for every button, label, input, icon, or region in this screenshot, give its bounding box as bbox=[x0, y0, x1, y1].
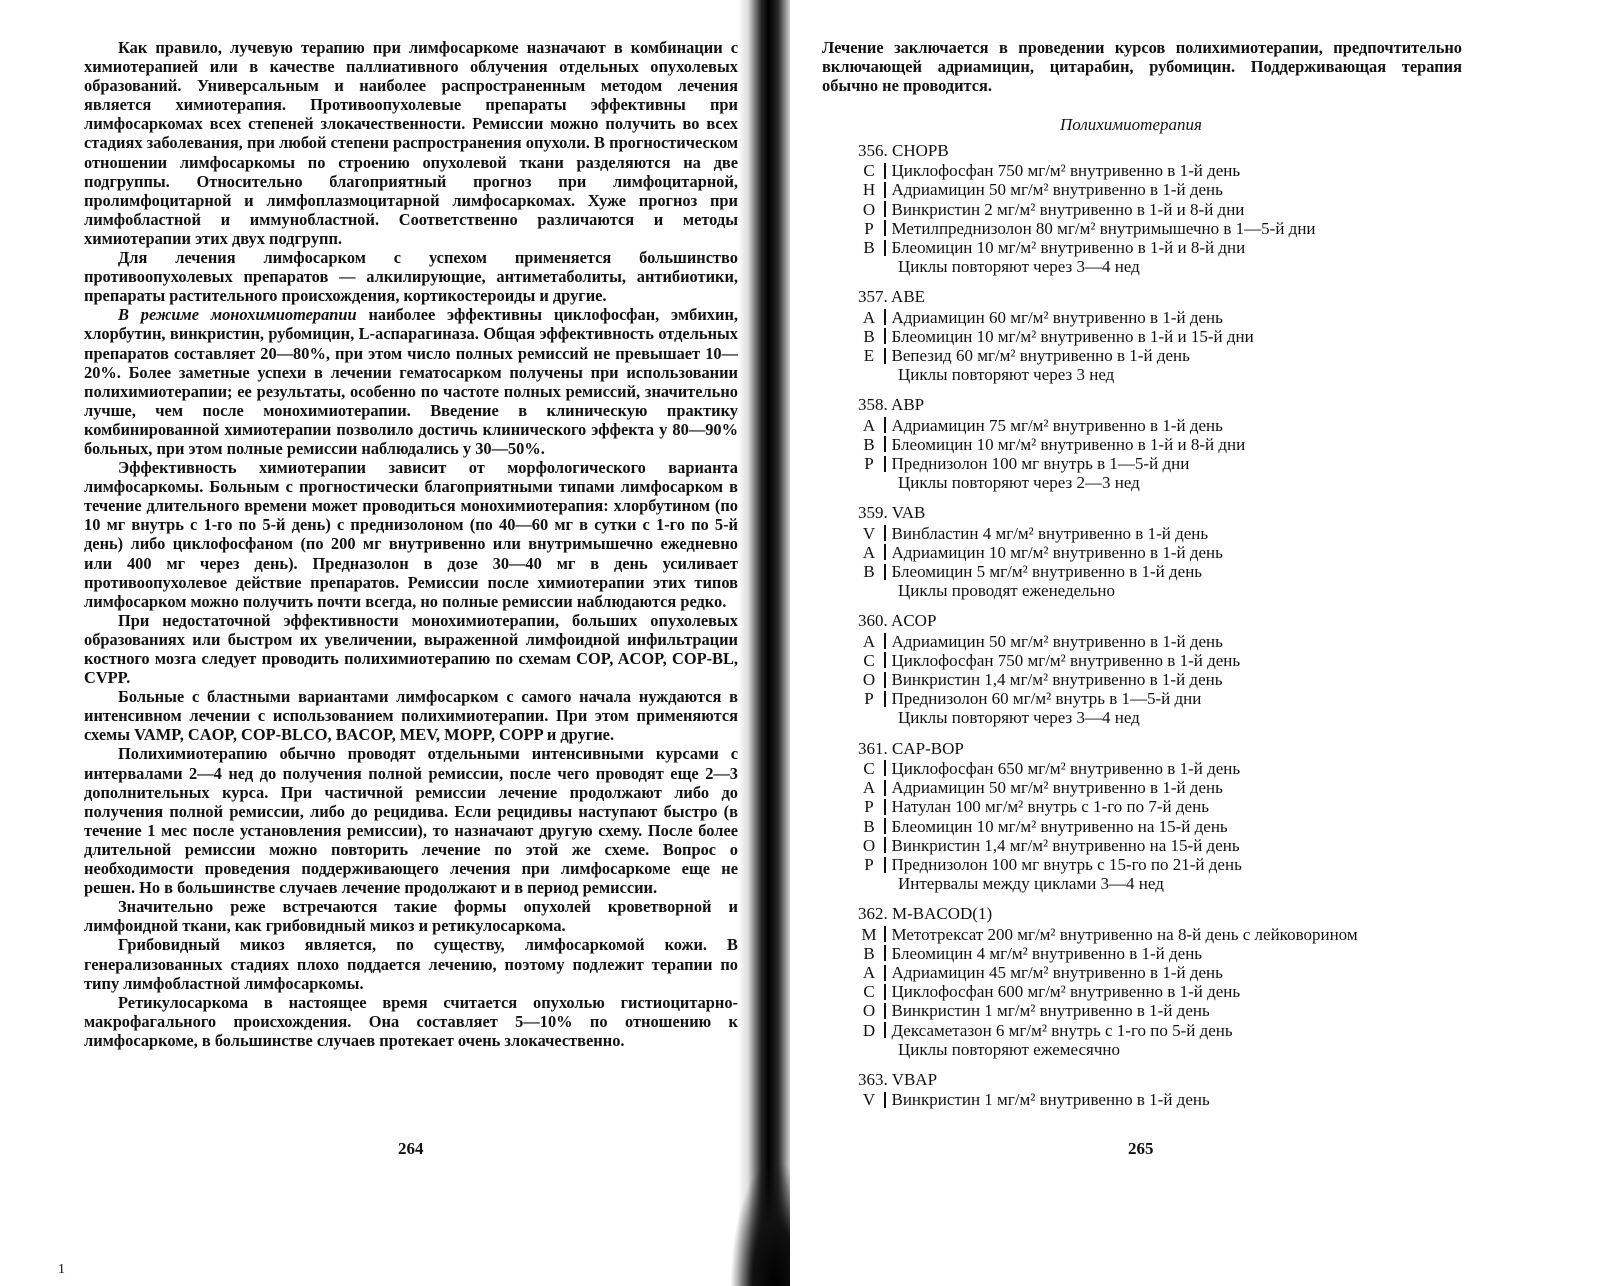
drug-row bbox=[858, 200, 1558, 219]
drug-row bbox=[858, 944, 1558, 963]
drug-row bbox=[858, 651, 1558, 670]
drug-row bbox=[858, 1001, 1558, 1020]
drug-letter: V bbox=[862, 1090, 876, 1110]
regimen-title: 362. M-BACOD(1) bbox=[858, 904, 993, 924]
drug-text: Преднизолон 100 мг внутрь с 15-го по 21-й день bbox=[891, 854, 1242, 874]
row-divider bbox=[884, 926, 886, 942]
row-divider bbox=[884, 240, 886, 256]
paragraph-insufficient: При недостаточной эффективности монохимиотерапии, больших опухолевых образованиях или быстром их увеличении, выраженной лимфоидной инфильтрации костного мозга следует проводить полихимиотерапию по схемам COP, ACOP, COP-BL, CVPP. bbox=[84, 610, 738, 688]
reticulosarcoma-text: в настоящее время считается опухолью гистиоцитарно-макрофагального происхождения. Она составляет 5—10% по отношению к лимфосаркоме, в большинстве случаев протекает очень злокачественно. bbox=[84, 992, 738, 1050]
drug-letter: C bbox=[863, 982, 875, 1002]
paragraph-reticulosarcoma bbox=[84, 993, 738, 1050]
regimen-title: 357. ABE bbox=[858, 287, 926, 307]
drug-text: Винбластин 4 мг/м² внутривенно в 1-й день bbox=[891, 523, 1209, 543]
drug-row bbox=[858, 454, 1558, 473]
drug-text: Адриамицин 10 мг/м² внутривенно в 1-й день bbox=[891, 542, 1223, 562]
drug-letter: B bbox=[863, 326, 875, 346]
row-divider bbox=[884, 525, 886, 541]
regimen-title: 360. ACOP bbox=[858, 611, 937, 631]
paragraph-monochemotherapy bbox=[84, 305, 738, 458]
drug-letter: P bbox=[864, 854, 874, 874]
drug-row bbox=[858, 543, 1558, 562]
drug-row bbox=[858, 219, 1558, 238]
drug-text: Блеомицин 5 мг/м² внутривенно в 1-й день bbox=[891, 562, 1203, 582]
drug-text: Блеомицин 10 мг/м² внутривенно на 15-й день bbox=[891, 816, 1228, 836]
cycle-note: Циклы повторяют через 3—4 нед bbox=[898, 257, 1140, 277]
drug-row bbox=[858, 632, 1558, 651]
paragraph-courses: Полихимиотерапию обычно проводят отдельными интенсивными курсами с интервалами 2—4 нед до получения полной ремиссии, после чего проводят еще 2—3 дополнительных курса. При частичной ремиссии лечение продолжают либо до получения полной ремиссии, либо до рецидива. Если рецидивы наступают быстро (в течение 1 мес после установления ремиссии), то назначают другую схему. После более длительной ремиссии можно повторить лечение по этой же схеме. Вопрос о необходимости проведения поддерживающего лечения при лимфосаркоме еще не решен. Но в большинстве случаев лечение продолжают и в период ремиссии. bbox=[84, 744, 738, 898]
drug-row bbox=[858, 797, 1558, 816]
drug-letter: P bbox=[864, 797, 874, 817]
cycle-note: Циклы повторяют через 3—4 нед bbox=[898, 708, 1140, 728]
drug-letter: B bbox=[863, 434, 875, 454]
mycosis-term: Грибовидный микоз bbox=[118, 935, 285, 955]
drug-text: Циклофосфан 750 мг/м² внутривенно в 1-й день bbox=[891, 650, 1241, 670]
row-divider bbox=[884, 201, 886, 217]
drug-text: Блеомицин 10 мг/м² внутривенно в 1-й и 15-й дни bbox=[891, 326, 1254, 346]
cycle-note: Циклы повторяют через 3 нед bbox=[898, 365, 1115, 385]
drug-letter: O bbox=[862, 1001, 876, 1021]
drug-text: Блеомицин 10 мг/м² внутривенно в 1-й и 8-й дни bbox=[891, 434, 1246, 454]
drug-row bbox=[858, 1090, 1558, 1109]
paragraph-blast: Больные с бластными вариантами лимфосарком с самого начала нуждаются в интенсивном лечении с использованием полихимиотерапии. При этом применяются схемы VAMP, CAOP, COP-BLCO, BACOP, MEV, MOPP, COPP и другие. bbox=[84, 687, 738, 745]
row-divider bbox=[884, 799, 886, 815]
drug-text: Циклофосфан 600 мг/м² внутривенно в 1-й день bbox=[891, 982, 1241, 1002]
drug-letter: O bbox=[862, 199, 876, 219]
drug-letter: O bbox=[862, 835, 876, 855]
regimen-block bbox=[858, 141, 1558, 276]
drug-text: Метотрексат 200 мг/м² внутривенно на 8-й день с лейковорином bbox=[891, 924, 1358, 944]
drug-text: Блеомицин 10 мг/м² внутривенно в 1-й и 8-й дни bbox=[891, 238, 1246, 258]
drug-text: Преднизолон 100 мг внутрь в 1—5-й дни bbox=[891, 454, 1190, 474]
drug-letter: A bbox=[862, 415, 876, 435]
drug-letter: C bbox=[863, 650, 875, 670]
drug-row bbox=[858, 759, 1558, 778]
drug-letter: A bbox=[862, 631, 876, 651]
regimen-block bbox=[858, 287, 1558, 384]
drug-letter: P bbox=[864, 218, 874, 238]
drug-row bbox=[858, 925, 1558, 944]
cycle-note: Циклы проводят еженедельно bbox=[898, 581, 1116, 601]
drug-text: Винкристин 1 мг/м² внутривенно в 1-й день bbox=[891, 1090, 1210, 1110]
drug-letter: B bbox=[863, 238, 875, 258]
drug-row bbox=[858, 238, 1558, 257]
drug-row bbox=[858, 416, 1558, 435]
row-divider bbox=[884, 818, 886, 834]
row-divider bbox=[884, 348, 886, 364]
regimen-block bbox=[858, 739, 1558, 894]
drug-letter: C bbox=[863, 758, 875, 778]
row-divider bbox=[884, 182, 886, 198]
drug-row bbox=[858, 963, 1558, 982]
drug-text: Циклофосфан 750 мг/м² внутривенно в 1-й день bbox=[891, 161, 1241, 181]
drug-letter: A bbox=[862, 778, 876, 798]
drug-letter: M bbox=[861, 924, 877, 944]
row-divider bbox=[884, 760, 886, 776]
drug-letter: A bbox=[862, 307, 876, 327]
page-number-left: 264 bbox=[398, 1139, 424, 1158]
regimen-title: 356. CHOPB bbox=[858, 141, 949, 160]
book-spine bbox=[738, 0, 794, 1286]
drug-row bbox=[858, 435, 1558, 454]
drug-text: Циклофосфан 650 мг/м² внутривенно в 1-й день bbox=[891, 758, 1241, 778]
drug-text: Винкристин 1 мг/м² внутривенно в 1-й день bbox=[891, 1001, 1210, 1021]
drug-text: Адриамицин 50 мг/м² внутривенно в 1-й день bbox=[891, 778, 1223, 798]
mycosis-text: является, по существу, лимфосаркомой кожи. В генерализованных стадиях плохо поддается лечению, поэтому подлежит терапии по типу лимфобластной лимфосаркомы. bbox=[84, 935, 738, 993]
paragraph-radiotherapy: Как правило, лучевую терапию при лимфосаркоме назначают в комбинации с химиотерапией или в качестве паллиативного облучения отдельных опухолевых образований. Универсальным и наиболее распространенным методом лечения является химиотерапия. Противоопухолевые препараты эффективны при лимфосаркомах всех степеней злокачественности. Ремиссии можно получить во всех стадиях заболевания, при любой степени распространения опухоли. В прогностическом отношении лимфосаркомы по строению опухолевой ткани разделяются на две подгруппы. Относительно благоприятный прогноз при лимфоцитарной, пролимфоцитарной и лимфоплазмоцитарной лимфосаркомах. Хуже прогноз при лимфобластной и иммунобластной. Соответственно различаются и методы химиотерапии этих двух подгрупп. bbox=[84, 38, 738, 248]
drug-letter: A bbox=[862, 542, 876, 562]
drug-text: Метилпреднизолон 80 мг/м² внутримышечно в 1—5-й дни bbox=[891, 218, 1316, 238]
drug-letter: D bbox=[862, 1020, 876, 1040]
drug-letter: P bbox=[864, 454, 874, 474]
drug-letter: P bbox=[864, 689, 874, 709]
row-divider bbox=[884, 633, 886, 649]
drug-letter: C bbox=[863, 161, 875, 181]
drug-row bbox=[858, 670, 1558, 689]
row-divider bbox=[884, 691, 886, 707]
drug-row bbox=[858, 1021, 1558, 1040]
regimen-title: 363. VBAP bbox=[858, 1069, 938, 1089]
drug-letter: H bbox=[862, 180, 876, 200]
row-divider bbox=[884, 544, 886, 560]
footnote-mark: 1 bbox=[58, 1262, 65, 1277]
drug-letter: A bbox=[862, 962, 876, 982]
drug-row bbox=[858, 982, 1558, 1001]
row-divider bbox=[884, 564, 886, 580]
drug-text: Адриамицин 75 мг/м² внутривенно в 1-й день bbox=[891, 415, 1223, 435]
drug-text: Натулан 100 мг/м² внутрь с 1-го по 7-й день bbox=[891, 797, 1209, 817]
drug-text: Адриамицин 45 мг/м² внутривенно в 1-й день bbox=[891, 962, 1223, 982]
drug-row bbox=[858, 855, 1558, 874]
drug-letter: B bbox=[863, 816, 875, 836]
paragraph-efficiency: Эффективность химиотерапии зависит от морфологического варианта лимфосаркомы. Больным с прогностически благоприятными типами лимфосарком в течение длительного времени может проводиться монохимиотерапия: хлорбутином (по 10 мг внутрь с 1-го по 5-й день) с преднизолоном (по 40—60 мг в сутки с 1-го по 5-й день) либо циклофосфаном (по 200 мг внутривенно или внутримышечно ежедневно или 400 мг через день). Предназолон в дозе 30—40 мг в день усиливает противоопухолевое действие препаратов. Ремиссии после химиотерапии этих типов лимфосарком можно получить почти всегда, но полные ремиссии наблюдаются редко. bbox=[84, 458, 738, 611]
row-divider bbox=[884, 309, 886, 325]
row-divider bbox=[884, 456, 886, 472]
drug-row bbox=[858, 562, 1558, 581]
page-number-right: 265 bbox=[1128, 1139, 1154, 1158]
drug-text: Вепезид 60 мг/м² внутривенно в 1-й день bbox=[891, 346, 1190, 366]
drug-text: Винкристин 1,4 мг/м² внутривенно на 15-й день bbox=[891, 835, 1240, 855]
row-divider bbox=[884, 965, 886, 981]
drug-row bbox=[858, 524, 1558, 543]
drug-row bbox=[858, 346, 1558, 365]
cycle-note: Циклы повторяют ежемесячно bbox=[898, 1039, 1121, 1059]
row-divider bbox=[884, 220, 886, 236]
drug-text: Адриамицин 60 мг/м² внутривенно в 1-й день bbox=[891, 307, 1223, 327]
regimen-title: 358. ABP bbox=[858, 395, 925, 415]
drug-text: Преднизолон 60 мг/м² внутрь в 1—5-й дни bbox=[891, 689, 1202, 709]
drug-row bbox=[858, 817, 1558, 836]
row-divider bbox=[884, 984, 886, 1000]
drug-text: Винкристин 2 мг/м² внутривенно в 1-й и 8-й дни bbox=[891, 199, 1245, 219]
drug-letter: O bbox=[862, 670, 876, 690]
drug-text: Адриамицин 50 мг/м² внутривенно в 1-й день bbox=[891, 631, 1223, 651]
right-page-intro: Лечение заключается в проведении курсов полихимиотерапии, предпочтительно включающей адриамицин, цитарабин, рубомицин. Поддерживающая терапия обычно не проводится. bbox=[822, 38, 1462, 96]
regimen-block bbox=[858, 395, 1558, 492]
drug-row bbox=[858, 836, 1558, 855]
regimen-block bbox=[858, 904, 1558, 1059]
monochemotherapy-text: наиболее эффективны циклофосфан, эмбихин, хлорбутин, винкристин, рубомицин, L-аспарагиназа. Общая эффективность отдельных препаратов составляет 20—80%, при этом число полных ремиссий не превышает 10—20%. Более заметные успехи в лечении гематосарком получены при использовании полихимиотерапии; ее результаты, особенно по частоте полных ремиссий, значительно лучше, чем после монохимиотерапии. Введение в клиническую практику комбинированной химиотерапии позволило достичь клинического эффекта у 80—90% больных, при этом полные ремиссии наблюдались у 30—50%. bbox=[84, 305, 738, 458]
paragraph-rare-forms: Значительно реже встречаются такие формы опухолей кроветворной и лимфоидной ткани, как грибовидный микоз и ретикулосаркома. bbox=[84, 897, 738, 936]
drug-row bbox=[858, 308, 1558, 327]
cycle-note: Циклы повторяют через 2—3 нед bbox=[898, 473, 1140, 493]
drug-row bbox=[858, 778, 1558, 797]
regimen-block bbox=[858, 503, 1558, 600]
row-divider bbox=[884, 417, 886, 433]
reticulosarcoma-term: Ретикулосаркома bbox=[118, 992, 249, 1012]
drug-row bbox=[858, 689, 1558, 708]
drug-text: Блеомицин 4 мг/м² внутривенно в 1-й день bbox=[891, 943, 1203, 963]
left-page bbox=[0, 0, 740, 1286]
row-divider bbox=[884, 328, 886, 344]
drug-text: Винкристин 1,4 мг/м² внутривенно в 1-й день bbox=[891, 670, 1223, 690]
regimen-title: 359. VAB bbox=[858, 503, 926, 523]
drug-text: Дексаметазон 6 мг/м² внутрь с 1-го по 5-й день bbox=[891, 1020, 1233, 1040]
cycle-note: Интервалы между циклами 3—4 нед bbox=[898, 874, 1164, 894]
paragraph-mycosis bbox=[84, 935, 738, 992]
drug-letter: E bbox=[863, 346, 875, 366]
row-divider bbox=[884, 1022, 886, 1038]
row-divider bbox=[884, 1003, 886, 1019]
regimen-list bbox=[858, 141, 1558, 1120]
row-divider bbox=[884, 945, 886, 961]
paragraph-drugs: Для лечения лимфосарком с успехом применяется большинство противоопухолевых препаратов — алкилирующие, антиметаболиты, антибиотики, препараты растительного происхождения, кортикостероиды и другие. bbox=[84, 248, 738, 306]
left-page-text bbox=[84, 38, 738, 1050]
regimen-title: 361. CAP-BOP bbox=[858, 738, 964, 758]
drug-row bbox=[858, 161, 1558, 180]
section-title: Полихимиотерапия bbox=[1060, 115, 1202, 134]
row-divider bbox=[884, 163, 886, 179]
row-divider bbox=[884, 857, 886, 873]
drug-row bbox=[858, 180, 1558, 199]
row-divider bbox=[884, 780, 886, 796]
drug-letter: V bbox=[862, 523, 876, 543]
drug-text: Адриамицин 50 мг/м² внутривенно в 1-й день bbox=[891, 180, 1223, 200]
row-divider bbox=[884, 652, 886, 668]
regimen-block bbox=[858, 611, 1558, 727]
row-divider bbox=[884, 837, 886, 853]
row-divider bbox=[884, 1092, 886, 1108]
row-divider bbox=[884, 436, 886, 452]
regimen-block bbox=[858, 1070, 1558, 1109]
monochemotherapy-term: В режиме монохимиотерапии bbox=[118, 305, 357, 325]
drug-letter: B bbox=[863, 943, 875, 963]
row-divider bbox=[884, 672, 886, 688]
drug-row bbox=[858, 327, 1558, 346]
drug-letter: B bbox=[863, 562, 875, 582]
